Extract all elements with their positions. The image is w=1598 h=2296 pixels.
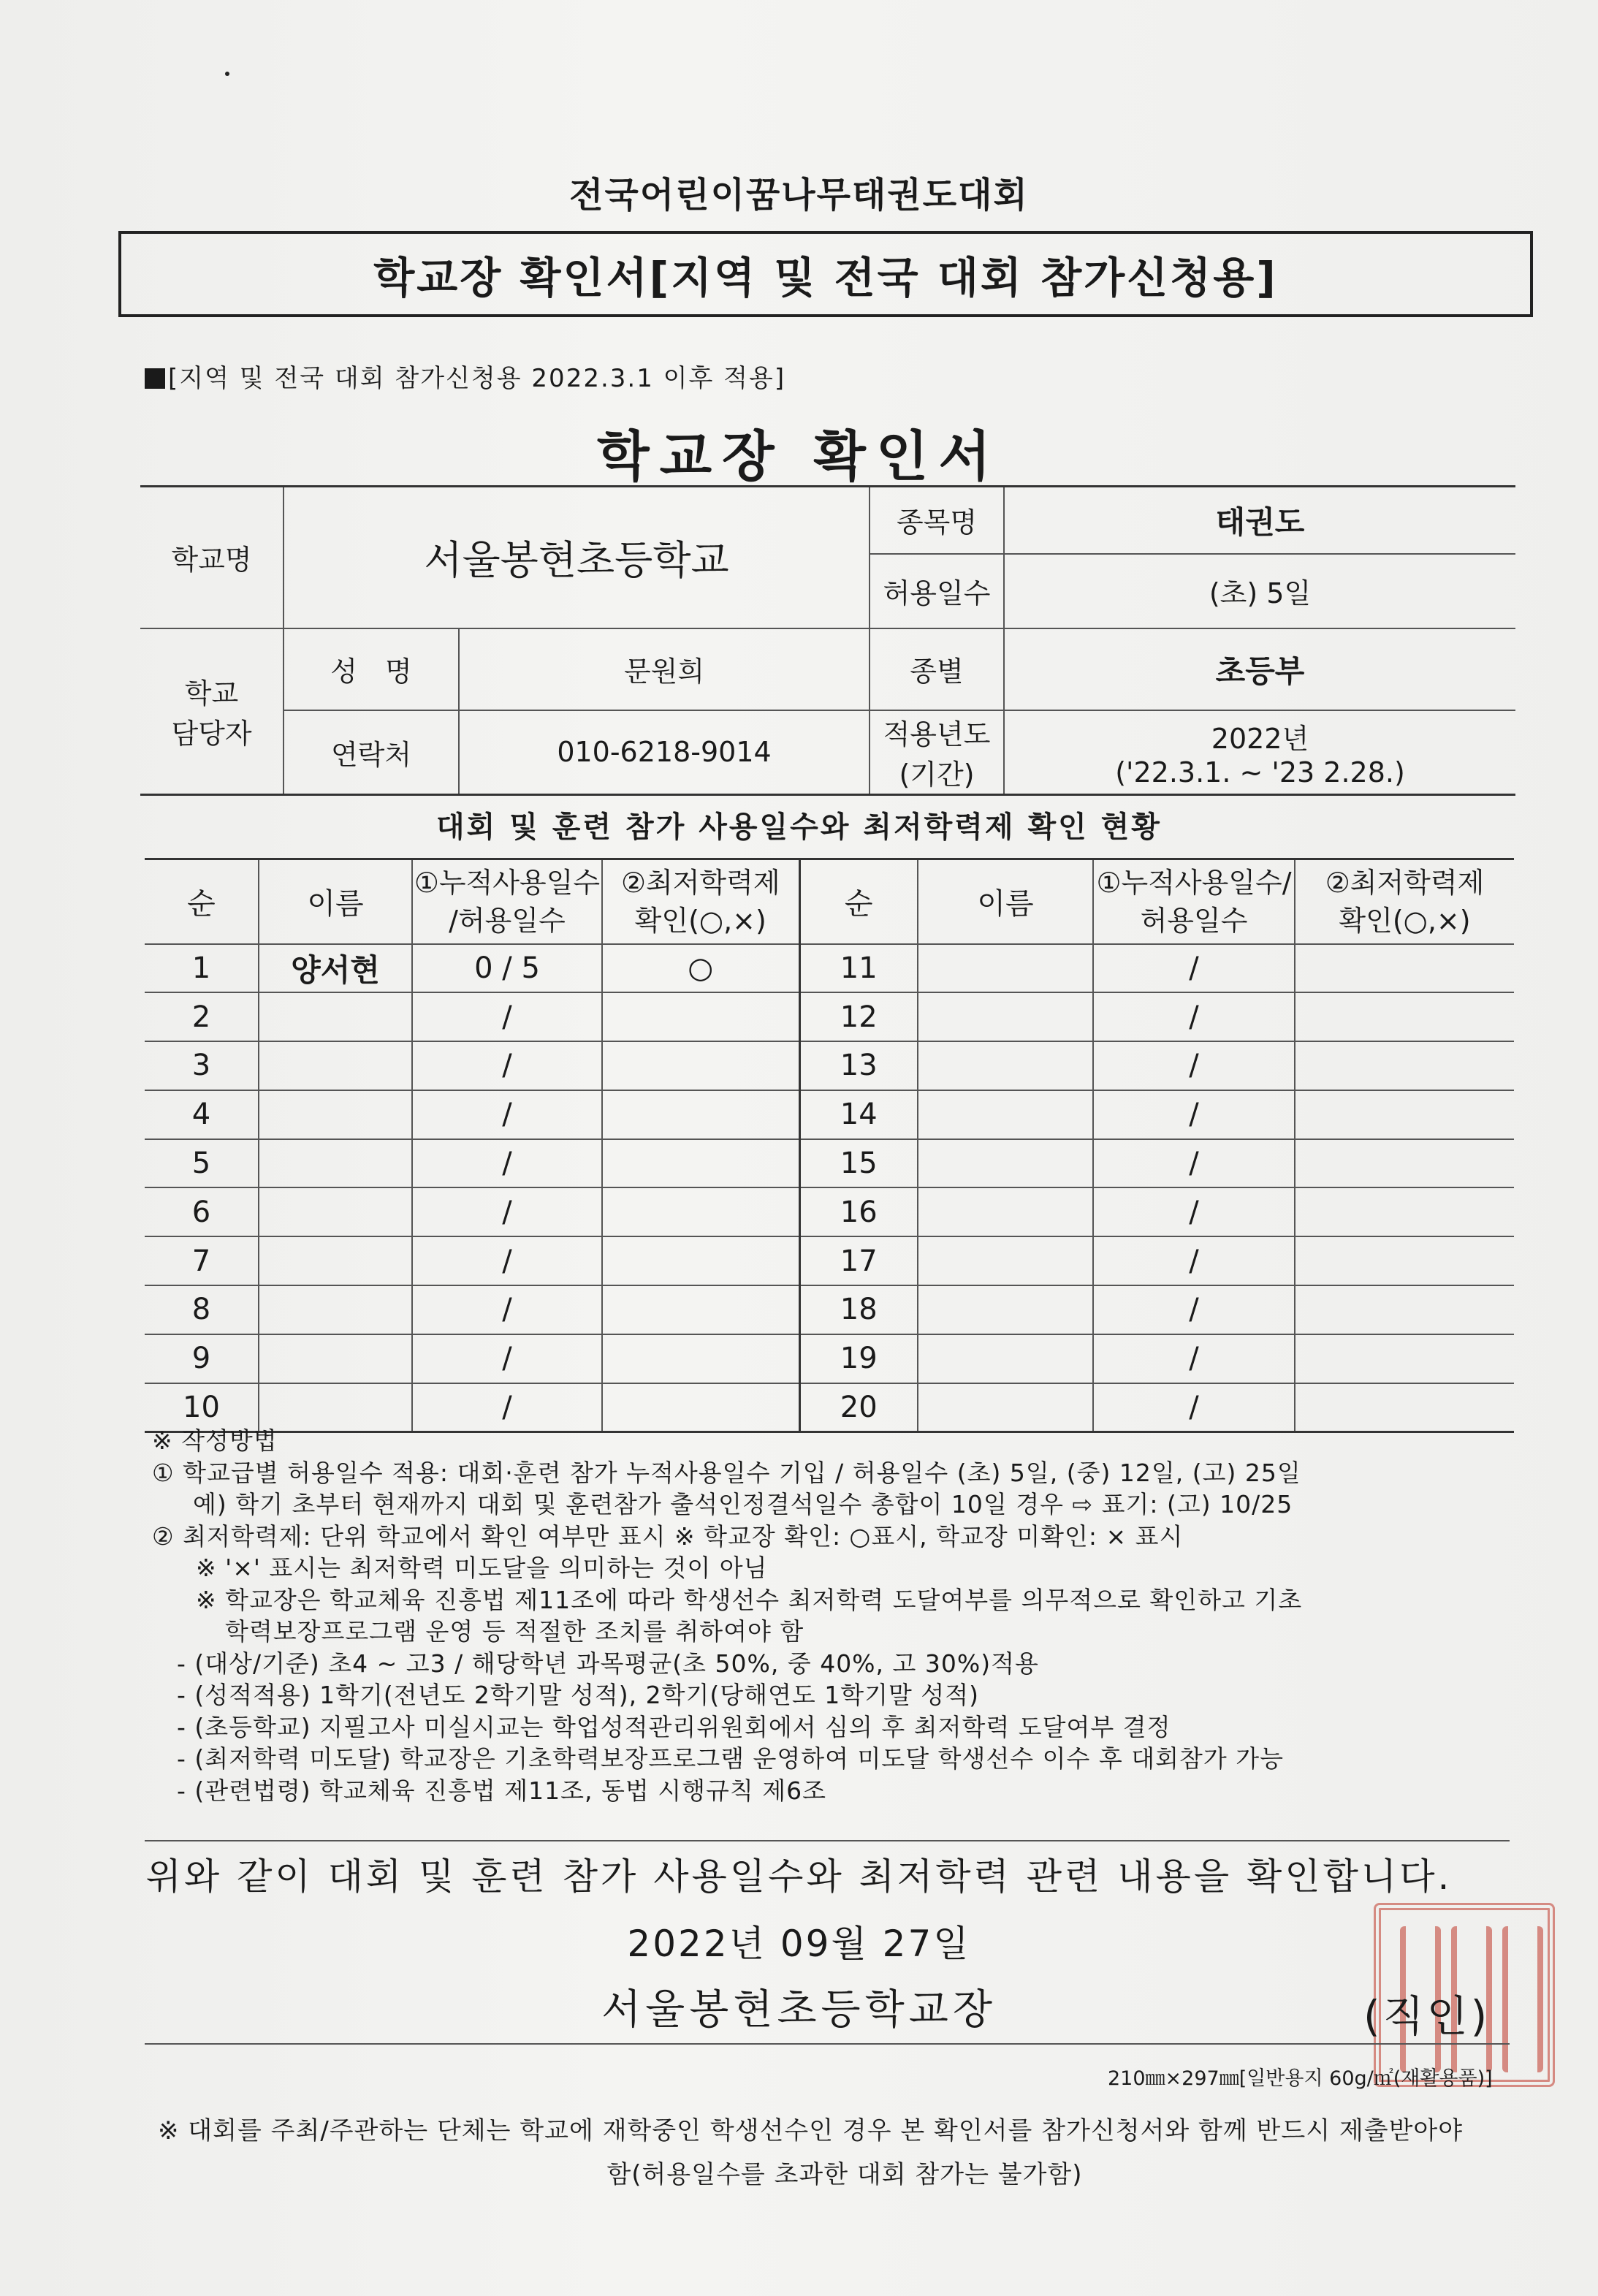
days-used: / (1189, 1293, 1199, 1327)
days-used: / (1189, 951, 1199, 985)
days-used-cell (1093, 944, 1295, 993)
header-check-right-line2: 확인(○,×) (1339, 904, 1471, 937)
row-number: 19 (840, 1342, 878, 1376)
header-name-right-text: 이름 (977, 887, 1034, 921)
days-used-cell (412, 1041, 602, 1090)
days-used: / (1189, 1390, 1199, 1424)
days-used-cell (1093, 1090, 1295, 1139)
row-number: 4 (191, 1098, 211, 1132)
roster-section-title: 대회 및 훈련 참가 사용일수와 최저학력제 확인 현황 (436, 810, 1162, 844)
year-value-cell (1004, 710, 1515, 795)
days-used-cell (412, 1139, 602, 1188)
days-used-cell (1093, 992, 1295, 1041)
row-number: 8 (191, 1293, 211, 1327)
days-used: / (502, 1195, 512, 1229)
issue-date: 2022년 09월 27일 (627, 1923, 971, 1965)
row-number-cell (145, 1285, 259, 1334)
header-no-right (799, 859, 918, 944)
row-number: 3 (191, 1049, 211, 1083)
days-value-cell (1004, 554, 1515, 628)
days-used: / (1189, 1000, 1199, 1034)
days-used-cell (412, 992, 602, 1041)
header-check-right (1295, 859, 1514, 944)
table-row (145, 1187, 1514, 1236)
header-days-line1: ①누적사용일수 (414, 866, 601, 899)
row-number-cell (145, 1236, 259, 1285)
divider-top (145, 1840, 1510, 1841)
school-label-cell (140, 487, 284, 628)
detail-below-minimum: - (최저학력 미도달) 학교장은 기초학력보장프로그램 운영하여 미도달 학생선수 이수 후 대회참가 가능 (177, 1744, 1285, 1773)
days-label-cell (870, 554, 1004, 628)
seal-label: (직인) (1363, 1991, 1491, 2041)
document-title: 학교장 확인서[지역 및 전국 대회 참가신청용] (373, 253, 1278, 303)
min-academic-check-cell (602, 1334, 799, 1383)
category-value-cell (1004, 628, 1515, 710)
days-used-cell (412, 1187, 602, 1236)
min-academic-check-cell (1295, 1139, 1514, 1188)
min-academic-check-cell (1295, 1041, 1514, 1090)
applicability-notice (145, 358, 785, 394)
days-used-cell (412, 1334, 602, 1383)
roster-header-row (145, 859, 1514, 944)
sport-value: 태권도 (1215, 503, 1305, 540)
row-number-cell (799, 1285, 918, 1334)
row-number: 16 (840, 1195, 878, 1229)
school-name-cell (284, 487, 870, 628)
student-name-cell (259, 1187, 412, 1236)
min-academic-check-cell (602, 992, 799, 1041)
instructions (152, 1425, 1526, 1806)
days-used-cell (1093, 1236, 1295, 1285)
student-name: 양서현 (291, 951, 380, 988)
instruction-1-example: 예) 학기 초부터 현재까지 대회 및 훈련참가 출석인정결석일수 총합이 10일 경우 ⇨ 표기: (고) 10/25 (193, 1490, 1293, 1518)
table-row (145, 1285, 1514, 1334)
days-used-cell (412, 1285, 602, 1334)
row-number-cell (145, 992, 259, 1041)
ink-dot (225, 72, 229, 76)
header-no-text: 순 (187, 887, 216, 921)
row-number-cell (145, 1187, 259, 1236)
min-academic-check-cell (602, 1139, 799, 1188)
table-row (145, 1090, 1514, 1139)
days-used-cell (412, 1090, 602, 1139)
days-used-cell (1093, 1041, 1295, 1090)
black-square-icon (145, 368, 165, 389)
days-used: / (1189, 1049, 1199, 1083)
table-row (145, 1334, 1514, 1383)
instruction-2-note-b2: 학력보장프로그램 운영 등 적절한 조치를 취하여야 함 (225, 1617, 804, 1646)
min-academic-check-cell (1295, 1285, 1514, 1334)
table-row (145, 1139, 1514, 1188)
detail-grades: - (성적적용) 1학기(전년도 2학기말 성적), 2학기(당해연도 1학기말 성적) (177, 1681, 980, 1709)
row-number: 17 (840, 1244, 878, 1278)
days-used: / (502, 1147, 512, 1181)
days-used: / (1189, 1244, 1199, 1278)
main-title: 학교장 확인서 (597, 425, 1001, 488)
school-name: 서울봉현초등학교 (424, 537, 729, 584)
days-used: / (502, 1390, 512, 1424)
confirmation-statement: 위와 같이 대회 및 훈련 참가 사용일수와 최저학력 관련 내용을 확인합니다. (145, 1855, 1453, 1898)
table-row (145, 1041, 1514, 1090)
contact-label: 연락처 (330, 738, 412, 771)
student-name-cell (259, 1334, 412, 1383)
manager-label-2: 담당자 (171, 718, 252, 750)
divider-bottom (145, 2043, 1510, 2045)
category-label: 종별 (910, 655, 964, 688)
notice-text: [지역 및 전국 대회 참가신청용 2022.3.1 이후 적용] (168, 364, 786, 393)
min-academic-check-cell (1295, 944, 1514, 993)
row-number-cell (799, 1041, 918, 1090)
student-name-cell (918, 1236, 1093, 1285)
detail-target: - (대상/기준) 초4 ~ 고3 / 해당학년 과목평균(초 50%, 중 40%, 고 30%)적용 (177, 1649, 1039, 1678)
row-number: 12 (840, 1000, 878, 1034)
footer-line-1: ※ 대회를 주최/주관하는 단체는 학교에 재학중인 학생선수인 경우 본 확인서를 참가신청서와 함께 반드시 제출받아야 (158, 2116, 1464, 2145)
year-label-2: (기간) (899, 759, 975, 791)
row-number: 15 (840, 1147, 878, 1181)
min-academic-check-cell (1295, 1090, 1514, 1139)
days-used-cell (1093, 1285, 1295, 1334)
row-number-cell (145, 1090, 259, 1139)
row-number-cell (145, 1139, 259, 1188)
days-used-cell (1093, 1139, 1295, 1188)
row-number: 10 (183, 1390, 220, 1424)
school-info-table (140, 485, 1515, 796)
student-name-cell (259, 1285, 412, 1334)
row-number-cell (799, 1236, 918, 1285)
header-days-right-line1: ①누적사용일수/ (1096, 866, 1292, 899)
row-number-cell (799, 992, 918, 1041)
student-name-cell (918, 1139, 1093, 1188)
name-label: 성 명 (330, 655, 412, 688)
days-used-cell (412, 1236, 602, 1285)
days-used-cell (412, 944, 602, 993)
student-name-cell (918, 1041, 1093, 1090)
principal-signature: 서울봉현초등학교장 (601, 1986, 997, 2034)
period-value: ('22.3.1. ~ '23 2.28.) (1115, 756, 1405, 788)
row-number: 2 (191, 1000, 211, 1034)
row-number-cell (799, 1090, 918, 1139)
row-number: 5 (191, 1147, 211, 1181)
min-academic-check-cell (1295, 1334, 1514, 1383)
instruction-2-note-b1: ※ 학교장은 학교체육 진흥법 제11조에 따라 학생선수 최저학력 도달여부를 의무적으로 확인하고 기초 (196, 1585, 1303, 1614)
days-used: / (502, 1098, 512, 1132)
min-academic-check: ○ (688, 951, 714, 985)
year-value: 2022년 (1211, 722, 1309, 755)
days-used-cell (1093, 1187, 1295, 1236)
header-no (145, 859, 259, 944)
row-number: 13 (840, 1049, 878, 1083)
row-number: 7 (191, 1244, 211, 1278)
sport-value-cell (1004, 487, 1515, 554)
year-label-1: 적용년도 (883, 718, 991, 751)
min-academic-check-cell (602, 1041, 799, 1090)
instruction-2: ② 최저학력제: 단위 학교에서 확인 여부만 표시 ※ 학교장 확인: ○표시, 학교장 미확인: × 표시 (152, 1521, 1184, 1551)
roster-body (145, 944, 1514, 1432)
days-used: / (502, 1293, 512, 1327)
table-row (145, 1236, 1514, 1285)
footer-line-2: 함(허용일수를 초과한 대회 참가는 불가함) (606, 2160, 1083, 2189)
category-label-cell (870, 628, 1004, 710)
student-name-cell (918, 1187, 1093, 1236)
row-number: 9 (191, 1342, 211, 1376)
student-name-cell (918, 992, 1093, 1041)
row-number-cell (799, 944, 918, 993)
min-academic-check-cell (602, 1236, 799, 1285)
days-label: 허용일수 (883, 577, 991, 609)
row-number: 6 (191, 1195, 211, 1229)
footer-notice (158, 2109, 1532, 2197)
student-name-cell (259, 1236, 412, 1285)
row-number-cell (799, 1334, 918, 1383)
row-number-cell (799, 1187, 918, 1236)
name-value-cell (459, 628, 870, 710)
row-number-cell (145, 1041, 259, 1090)
detail-related-law: - (관련법령) 학교체육 진흥법 제11조, 동법 시행규칙 제6조 (177, 1776, 826, 1805)
header-name-right (918, 859, 1093, 944)
name-value: 문원희 (623, 655, 705, 688)
days-used: 0 / 5 (474, 951, 540, 985)
school-label: 학교명 (171, 544, 252, 577)
sport-label-cell (870, 487, 1004, 554)
min-academic-check-cell (602, 1187, 799, 1236)
student-name-cell (918, 1090, 1093, 1139)
min-academic-check-cell (1295, 992, 1514, 1041)
contact-label-cell (284, 710, 459, 795)
instruction-1: ① 학교급별 허용일수 적용: 대회·훈련 참가 누적사용일수 기입 / 허용일수 (초) 5일, (중) 12일, (고) 25일 (152, 1458, 1301, 1487)
instruction-2-note-a: ※ '×' 표시는 최저학력 미도달을 의미하는 것이 아님 (196, 1554, 768, 1582)
student-name-cell (918, 1285, 1093, 1334)
min-academic-check-cell (602, 944, 799, 993)
min-academic-check-cell (1295, 1236, 1514, 1285)
min-academic-check-cell (1295, 1187, 1514, 1236)
event-name: 전국어린이꿈나무태권도대회 (569, 175, 1029, 216)
header-check-line1: ②최저학력제 (620, 866, 780, 899)
days-used: / (502, 1342, 512, 1376)
row-number-cell (799, 1139, 918, 1188)
header-days-right-line2: 허용일수 (1140, 904, 1248, 937)
student-name-cell (918, 1334, 1093, 1383)
roster-table (145, 858, 1514, 1433)
category-value: 초등부 (1215, 653, 1305, 689)
days-used: / (502, 1049, 512, 1083)
days-used-cell (1093, 1334, 1295, 1383)
paper-spec: 210㎜×297㎜[일반용지 60g/㎡(재활용품)] (1108, 2067, 1493, 2090)
student-name-cell (259, 1090, 412, 1139)
days-used: / (1189, 1147, 1199, 1181)
instructions-heading: ※ 작성방법 (152, 1426, 278, 1455)
year-label-cell (870, 710, 1004, 795)
days-value: (초) 5일 (1209, 577, 1312, 609)
days-used: / (502, 1244, 512, 1278)
contact-value: 010-6218-9014 (557, 736, 772, 769)
manager-label-1: 학교 (184, 677, 239, 710)
row-number: 18 (840, 1293, 878, 1327)
header-days (412, 859, 602, 944)
header-check-right-line1: ②최저학력제 (1325, 866, 1485, 899)
min-academic-check-cell (602, 1285, 799, 1334)
table-row (145, 992, 1514, 1041)
document-title-box (118, 231, 1533, 317)
student-name-cell (259, 1139, 412, 1188)
sport-label: 종목명 (896, 506, 978, 539)
row-number: 1 (191, 951, 211, 985)
contact-value-cell (459, 710, 870, 795)
header-name-text: 이름 (307, 887, 364, 921)
days-used: / (1189, 1098, 1199, 1132)
row-number: 11 (840, 951, 878, 985)
header-days-line2: /허용일수 (449, 904, 566, 937)
header-days-right (1093, 859, 1295, 944)
student-name-cell (259, 1041, 412, 1090)
row-number: 14 (840, 1098, 878, 1132)
min-academic-check-cell (602, 1090, 799, 1139)
table-row (145, 944, 1514, 993)
header-check (602, 859, 799, 944)
header-name (259, 859, 412, 944)
student-name-cell (259, 944, 412, 993)
student-name-cell (918, 944, 1093, 993)
row-number-cell (145, 1334, 259, 1383)
name-label-cell (284, 628, 459, 710)
header-check-line2: 확인(○,×) (634, 904, 766, 937)
manager-label-cell (140, 628, 284, 795)
detail-elementary: - (초등학교) 지필고사 미실시교는 학업성적관리위원회에서 심의 후 최저학력 도달여부 결정 (177, 1712, 1171, 1741)
days-used: / (1189, 1342, 1199, 1376)
student-name-cell (259, 992, 412, 1041)
days-used: / (1189, 1195, 1199, 1229)
row-number: 20 (840, 1390, 878, 1424)
days-used: / (502, 1000, 512, 1034)
row-number-cell (145, 944, 259, 993)
header-no-right-text: 순 (844, 887, 873, 921)
